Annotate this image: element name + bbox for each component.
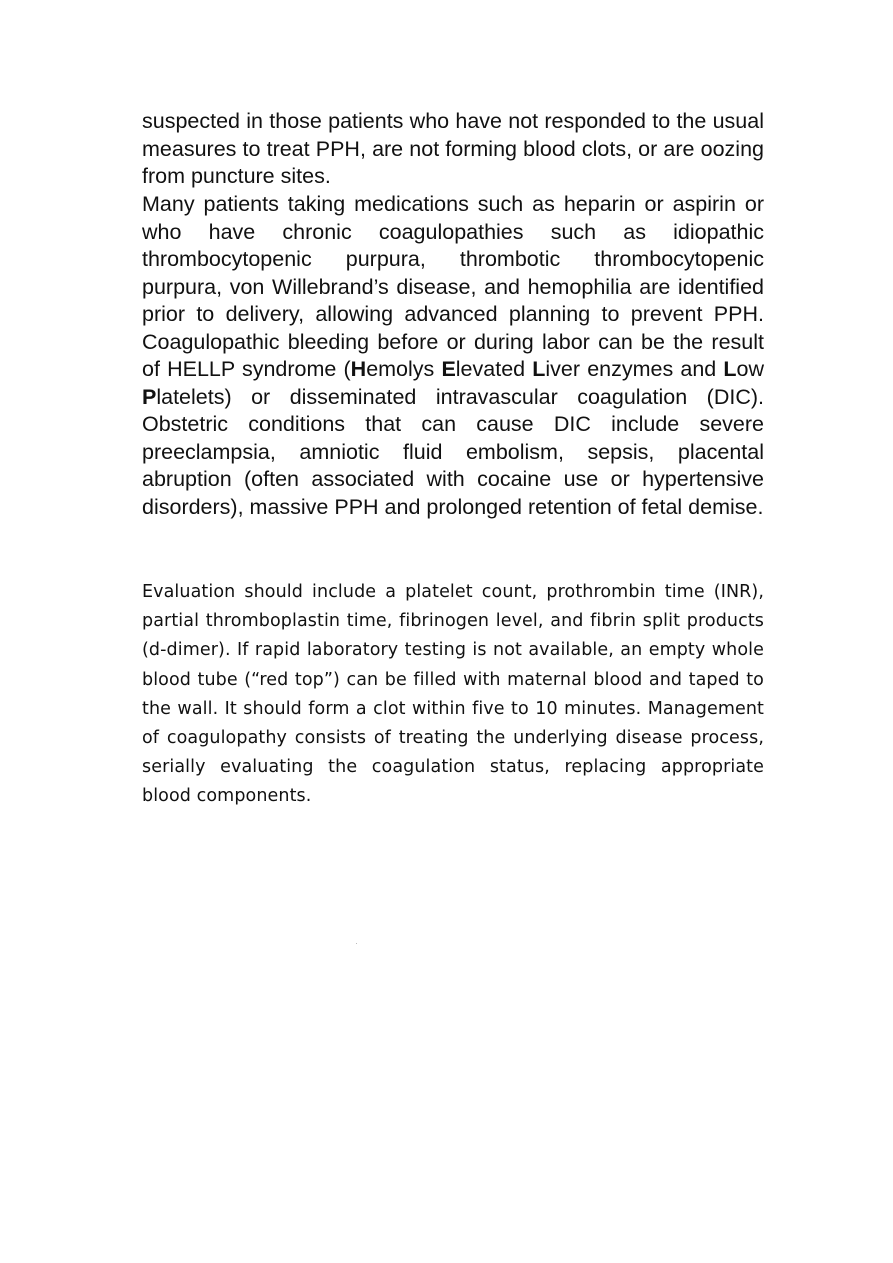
bold-letter-l: L bbox=[532, 357, 546, 381]
paragraph-continuation bbox=[142, 108, 764, 191]
paragraph-text: Evaluation should include a platelet count, prothrombin time (INR), partial thromboplastin time, fibrinogen level, and fibrin split products (d-dimer). If rapid laboratory testing is not available, an empty whole blood tube (“red top”) can be filled with maternal blood and taped to the wall. It should form a clot within five to 10 minutes. Management of coagulopathy consists of treating the underlying disease process, serially evaluating the coagulation status, replacing appropriate blood components. bbox=[142, 582, 764, 807]
text-run: latelets) or disseminated intravascular coagulation (DIC). Obstetric conditions that can cause DIC include severe preeclampsia, amniotic fluid embolism, sepsis, placental abruption (often associated with cocaine use or hypertensive disorders), massive PPH and prolonged retention of fetal demise. bbox=[142, 384, 764, 519]
paragraph-coagulopathies bbox=[142, 191, 764, 521]
bold-letter-h: H bbox=[350, 357, 367, 381]
paragraph-text: suspected in those patients who have not responded to the usual measures to treat PPH, are not forming blood clots, or are oozing from puncture sites. bbox=[142, 109, 764, 188]
text-run: levated bbox=[455, 357, 533, 381]
bold-letter-e: E bbox=[441, 357, 456, 381]
text-run: iver enzymes and bbox=[545, 357, 724, 381]
text-run: Many patients taking medications such as heparin or aspirin or who have chronic coagulopathies such as idiopathic thrombocytopenic purpura, thrombotic thrombocytopenic purpura, von Willebrand’s disease, and hemophilia are identified prior to delivery, allowing advanced planning to prevent PPH. Coagulopathic bleeding before or during labor can be the result of HELLP syndrome ( bbox=[142, 192, 764, 381]
scan-speck bbox=[356, 943, 357, 944]
text-run: ow bbox=[736, 357, 765, 381]
bold-letter-l-low: L bbox=[723, 357, 737, 381]
paragraph-text bbox=[142, 191, 764, 521]
bold-letter-p: P bbox=[142, 384, 157, 409]
text-run: emolys bbox=[366, 357, 442, 381]
paragraph-evaluation bbox=[142, 578, 764, 812]
